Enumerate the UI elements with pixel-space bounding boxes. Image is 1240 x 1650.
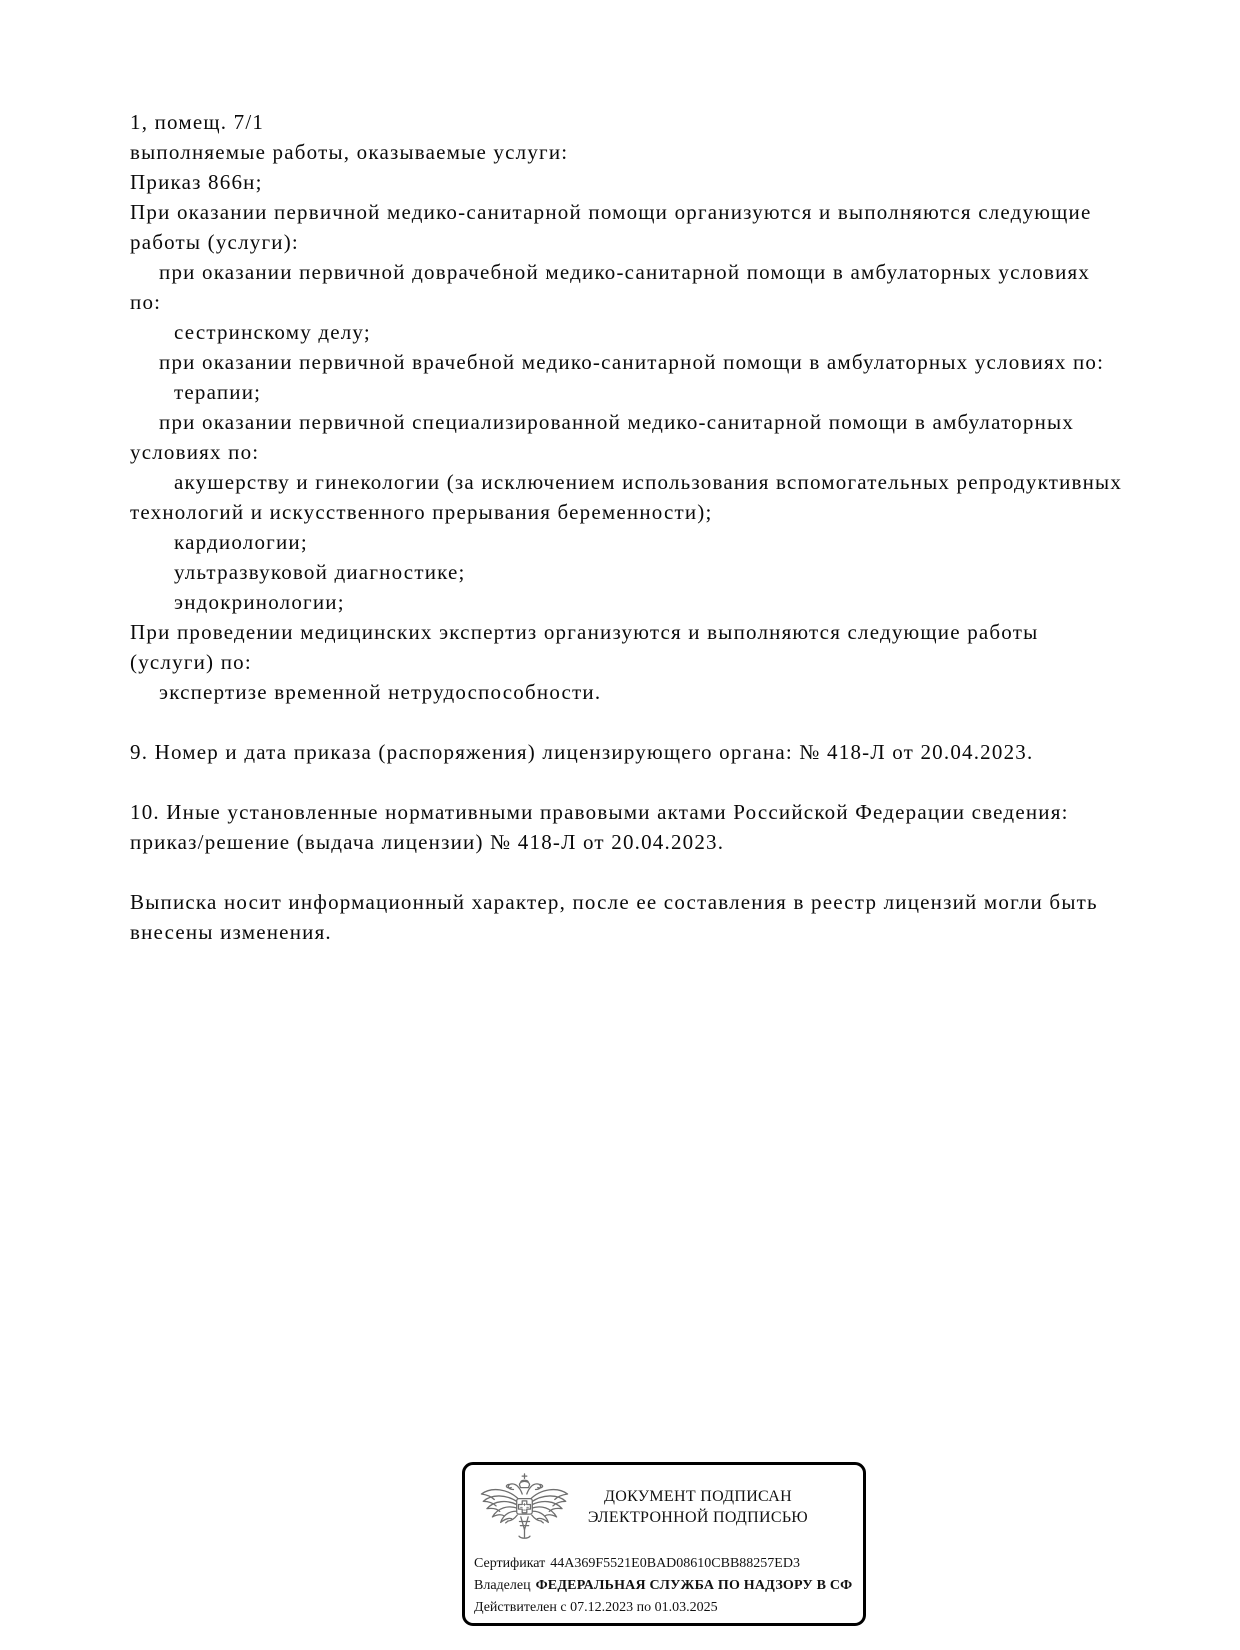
document-line: 1, помещ. 7/1 — [130, 110, 265, 134]
document-line: Выписка носит информационный характер, после ее составления в реестр лицензий могли быть — [130, 890, 1098, 914]
document-line: кардиологии; — [174, 530, 308, 554]
document-line: при оказании первичной врачебной медико-санитарной помощи в амбулаторных условиях по: — [159, 350, 1105, 374]
document-line: работы (услуги): — [130, 230, 299, 254]
document-blank-line — [130, 857, 1176, 887]
stamp-title — [571, 1486, 825, 1528]
document-line: внесены изменения. — [130, 920, 332, 944]
document-line: сестринскому делу; — [174, 320, 371, 344]
document-line: технологий и искусственного прерывания беременности); — [130, 500, 713, 524]
document-line: по: — [130, 290, 162, 314]
document-line: экспертизе временной нетрудоспособности. — [159, 680, 602, 704]
signature-stamp — [462, 1462, 866, 1626]
owner-line — [474, 1575, 863, 1597]
document-line: Приказ 866н; — [130, 170, 263, 194]
owner-label: Владелец — [474, 1578, 531, 1593]
document-line: 10. Иные установленные нормативными правовыми актами Российской Федерации сведения: — [130, 800, 1069, 824]
document-line: условиях по: — [130, 440, 260, 464]
document-line: При проведении медицинских экспертиз организуются и выполняются следующие работы — [130, 620, 1039, 644]
stamp-title-line2: ЭЛЕКТРОННОЙ ПОДПИСЬЮ — [587, 1509, 809, 1526]
stamp-info — [474, 1553, 863, 1619]
owner-name: ФЕДЕРАЛЬНАЯ СЛУЖБА ПО НАДЗОРУ В СФ — [535, 1578, 853, 1593]
document-body — [130, 107, 1176, 947]
document-line: акушерству и гинекологии (за исключением использования вспомогательных репродуктивных — [174, 470, 1123, 494]
document-line: (услуги) по: — [130, 650, 252, 674]
stamp-title-line1: ДОКУМЕНТ ПОДПИСАН — [604, 1488, 792, 1505]
document-line: при оказании первичной специализированной медико-санитарной помощи в амбулаторных — [159, 410, 1075, 434]
document-line: 9. Номер и дата приказа (распоряжения) лицензирующего органа: № 418-Л от 20.04.2023. — [130, 740, 1034, 764]
validity-text: Действителен с 07.12.2023 по 01.03.2025 — [474, 1600, 718, 1615]
document-line: При оказании первичной медико-санитарной помощи организуются и выполняются следующие — [130, 200, 1092, 224]
document-line: при оказании первичной доврачебной медико-санитарной помощи в амбулаторных условиях — [159, 260, 1091, 284]
document-blank-line — [130, 707, 1176, 737]
validity-line — [474, 1597, 863, 1619]
document-blank-line — [130, 767, 1176, 797]
document-line: выполняемые работы, оказываемые услуги: — [130, 140, 569, 164]
document-line: приказ/решение (выдача лицензии) № 418-Л от 20.04.2023. — [130, 830, 725, 854]
document-line: эндокринологии; — [174, 590, 345, 614]
document-line: ультразвуковой диагностике; — [174, 560, 466, 584]
certificate-label: Сертификат — [474, 1556, 546, 1571]
certificate-number: 44A369F5521E0BAD08610CBB88257ED3 — [550, 1556, 800, 1571]
document-line: терапии; — [174, 380, 262, 404]
double-headed-eagle-icon — [478, 1472, 571, 1549]
certificate-line — [474, 1553, 863, 1575]
